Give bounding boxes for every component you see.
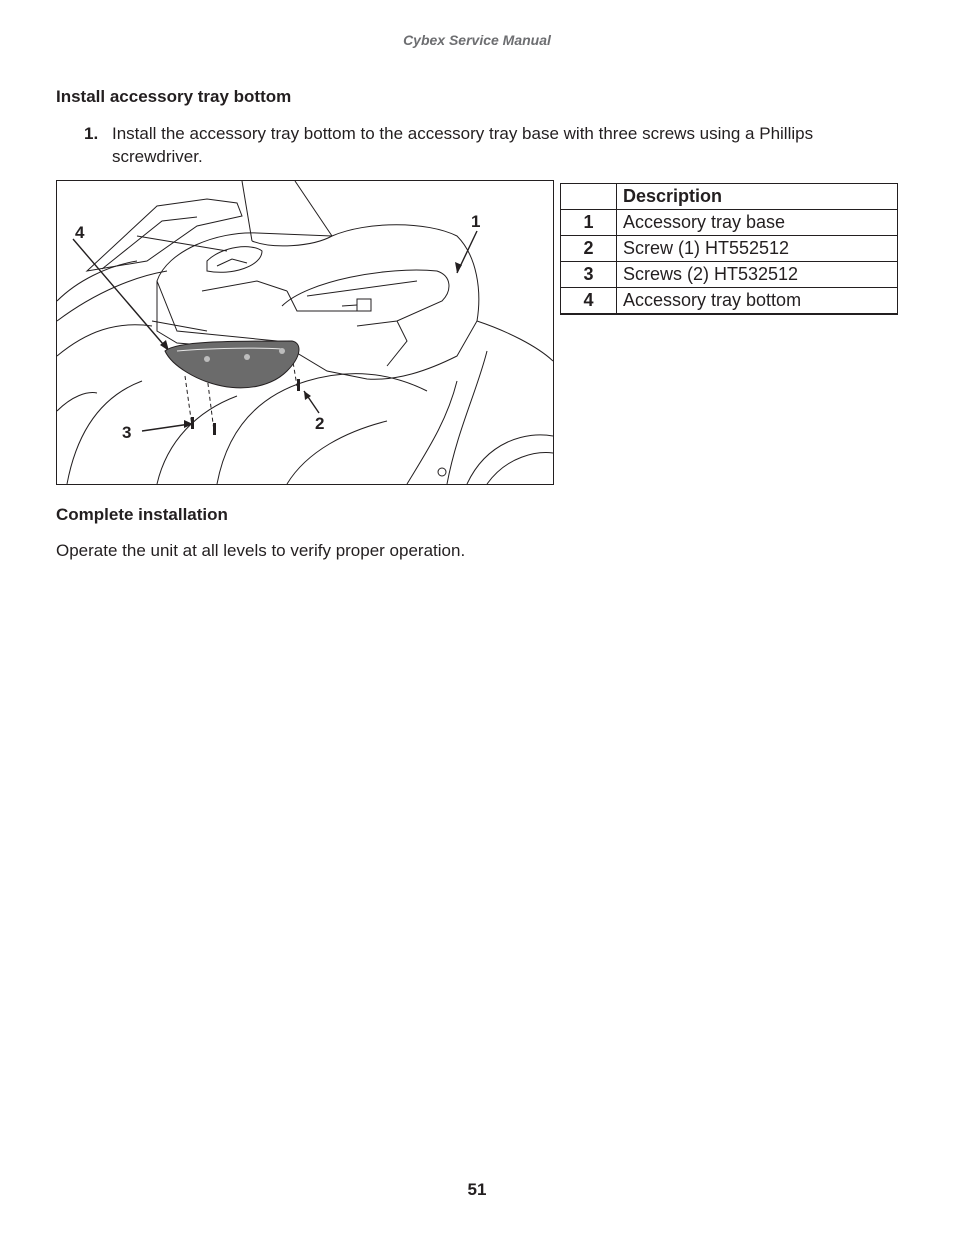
row-index: 4: [561, 288, 617, 315]
tray-assembly-drawing: [57, 181, 553, 484]
table-row: [561, 288, 898, 315]
page-number: 51: [467, 1180, 487, 1199]
row-description: Accessory tray bottom: [617, 288, 898, 315]
callout-3: 3: [122, 423, 132, 442]
table-row: [561, 262, 898, 288]
row-index: 3: [561, 262, 617, 288]
row-description: Screws (2) HT532512: [617, 262, 898, 288]
header-description: Description: [617, 184, 898, 210]
step-text: Install the accessory tray bottom to the accessory tray base with three screws using a Phillips screwdriver.: [112, 124, 814, 166]
row-index: 1: [561, 210, 617, 236]
callout-1: 1: [471, 212, 481, 231]
row-index: 2: [561, 236, 617, 262]
running-header: Cybex Service Manual: [403, 32, 551, 48]
table-row: [561, 236, 898, 262]
row-description: Screw (1) HT552512: [617, 236, 898, 262]
row-description: Accessory tray base: [617, 210, 898, 236]
parts-legend-table: [560, 183, 898, 315]
installation-illustration: [56, 180, 554, 485]
section-title-install-tray-bottom: Install accessory tray bottom: [56, 87, 292, 106]
step-number: 1.: [84, 124, 99, 143]
callout-4: 4: [75, 223, 85, 242]
callout-2: 2: [315, 414, 325, 433]
section-title-complete-installation: Complete installation: [56, 505, 228, 524]
instruction-paragraph: Operate the unit at all levels to verify proper operation.: [56, 541, 466, 560]
header-index: [561, 184, 617, 210]
table-row: [561, 210, 898, 236]
table-header-row: [561, 184, 898, 210]
